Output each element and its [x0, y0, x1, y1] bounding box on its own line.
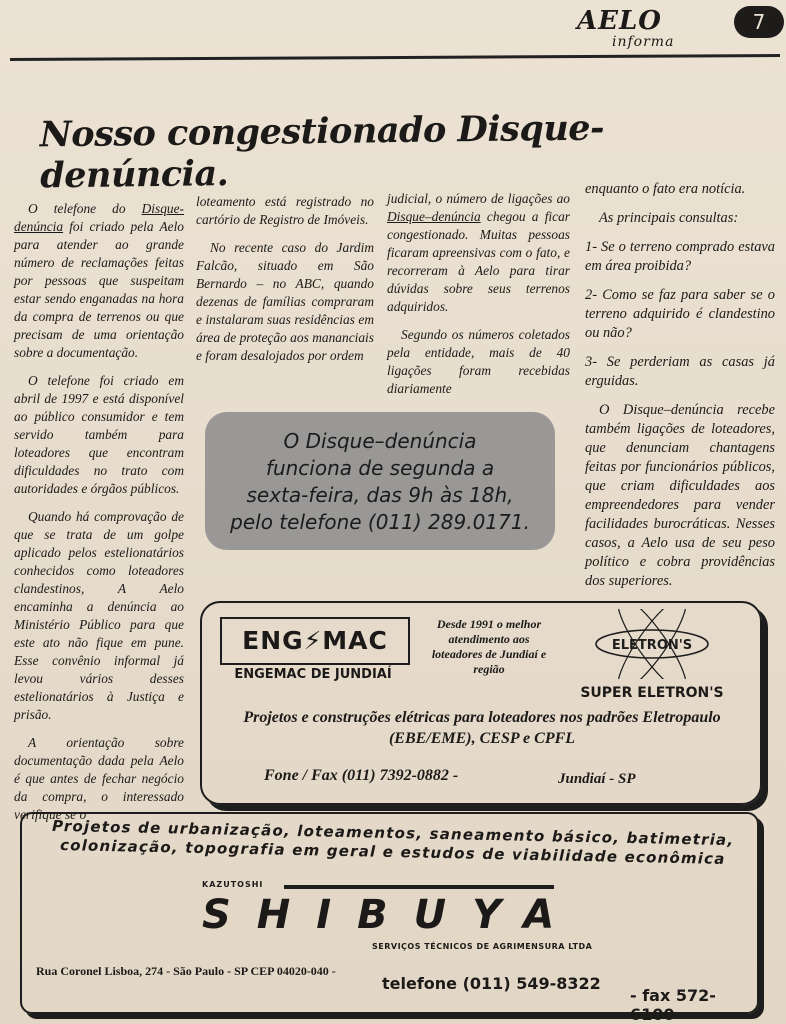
eletron-name: SUPER ELETRON'S: [580, 685, 724, 701]
company-subtitle: SERVIÇOS TÉCNICOS DE AGRIMENSURA LTDA: [372, 942, 593, 951]
column-3: [387, 190, 570, 408]
paragraph: enquanto o fato era notícia.: [585, 181, 746, 197]
list-item: 2- Como se faz para saber se o terreno adquirido é clandestino ou não?: [585, 287, 775, 341]
column-1: [14, 200, 184, 834]
callout-line: sexta-feira, das 9h às 18h,: [246, 483, 514, 507]
article-title: Nosso congestionado Disque-denúncia.: [39, 107, 605, 197]
list-item: 1- Se o terreno comprado estava em área proibida?: [585, 239, 775, 274]
paragraph: O telefone foi criado em abril de 1997 e está disponível ao público consumidor e tem servido também para loteadores que encontram dificuldades no trato com autoridades e órgãos públicos.: [14, 373, 184, 496]
paragraph: Quando há comprovação de que se trata de um golpe aplicado pelos estelionatários conhecidos como loteadores clandestinos, A Aelo encaminha a denúncia ao Ministério Público para que este ato não fique em pune. Esse convênio informal já levou vários desses estelionatários à Justiça e prisão.: [14, 509, 184, 722]
column-4: [585, 180, 775, 601]
atom-icon: [592, 609, 712, 679]
paragraph: O telefone do Disque-denúncia foi criado pela Aelo para atender ao grande número de reclamações feitas por pessoas que suspeitam estar sendo enganadas na hora da compra de terrenos ou que precisam de uma orientação sobre a documentação.: [14, 201, 184, 360]
shibuya-advertisement: [20, 812, 759, 1024]
eletron-logo-text: ELETRON'S: [611, 638, 693, 653]
engemac-advertisement: [200, 601, 762, 805]
ad-phone: Fone / Fax (011) 7392-0882 -: [264, 767, 459, 784]
callout-line: pelo telefone (011) 289.0171.: [230, 510, 530, 534]
column-2: [196, 193, 374, 375]
engmac-name: ENGEMAC DE JUNDIAÍ: [234, 667, 392, 682]
paragraph: judicial, o número de ligações ao Disque–denúncia chegou a ficar congestionado. Muitas pessoas ficaram apreensivas com o fato, e recorreram à Aelo para tirar dúvidas sobre seus terrenos adquiridos.: [387, 191, 570, 314]
ad-city: Jundiaí - SP: [558, 771, 636, 787]
page-number: 7: [734, 6, 784, 38]
paragraph: Segundo os números coletados pela entidade, mais de 40 ligações foram recebidas diariamente: [387, 327, 570, 396]
shibuya-logo: SHIBUYA: [202, 892, 581, 938]
ad-description: Projetos e construções elétricas para loteadores nos padrões Eletropaulo (EBE/EME), CESP e CPFL: [243, 709, 721, 747]
paragraph: No recente caso do Jardim Falcão, situado em São Bernardo – no ABC, quando dezenas de famílias compraram e instalaram suas residências em área de proteção aos mananciais e foram desalojados por ordem: [196, 240, 374, 363]
kazutoshi-label: KAZUTOSHI: [202, 880, 264, 889]
aelo-logo: AELO: [577, 6, 662, 36]
hours-callout: [205, 412, 555, 550]
paragraph: O Disque–denúncia recebe também ligações de loteadores, que denunciam chantagens feitas por funcionários públicos, que criam dificuldades aos empreendedores para vender facilidades burocráticas. Nesses casos, a Aelo usa de seu peso político e cobra providências dos superiores.: [585, 402, 775, 589]
ad-tagline: Desde 1991 o melhor atendimento aos loteadores de Jundiaí e região: [431, 617, 547, 676]
paragraph: A orientação sobre documentação dada pela Aelo é que antes de fechar negócio da compra, o interessado verifique se o: [14, 735, 184, 822]
aelo-logo-subtitle: informa: [612, 34, 675, 50]
ad-address: Rua Coronel Lisboa, 274 - São Paulo - SP CEP 04020-040 -: [36, 964, 336, 978]
paragraph: As principais consultas:: [599, 210, 739, 226]
callout-line: O Disque–denúncia: [283, 429, 477, 453]
callout-line: funciona de segunda a: [265, 456, 495, 480]
header-rule: [10, 54, 780, 61]
logo-bar: [284, 885, 554, 889]
ad-description: Projetos de urbanização, loteamentos, saneamento básico, batimetria, colonização, topografia em geral e estudos de viabilidade econômica: [51, 816, 735, 868]
ad-phone: telefone (011) 549-8322: [382, 974, 601, 993]
list-item: 3- Se perderiam as casas já erguidas.: [585, 354, 775, 389]
engmac-logo: ENG⚡MAC: [220, 617, 410, 665]
ad-fax: - fax 572-6100: [630, 986, 716, 1024]
paragraph: loteamento está registrado no cartório de Registro de Imóveis.: [196, 194, 374, 227]
